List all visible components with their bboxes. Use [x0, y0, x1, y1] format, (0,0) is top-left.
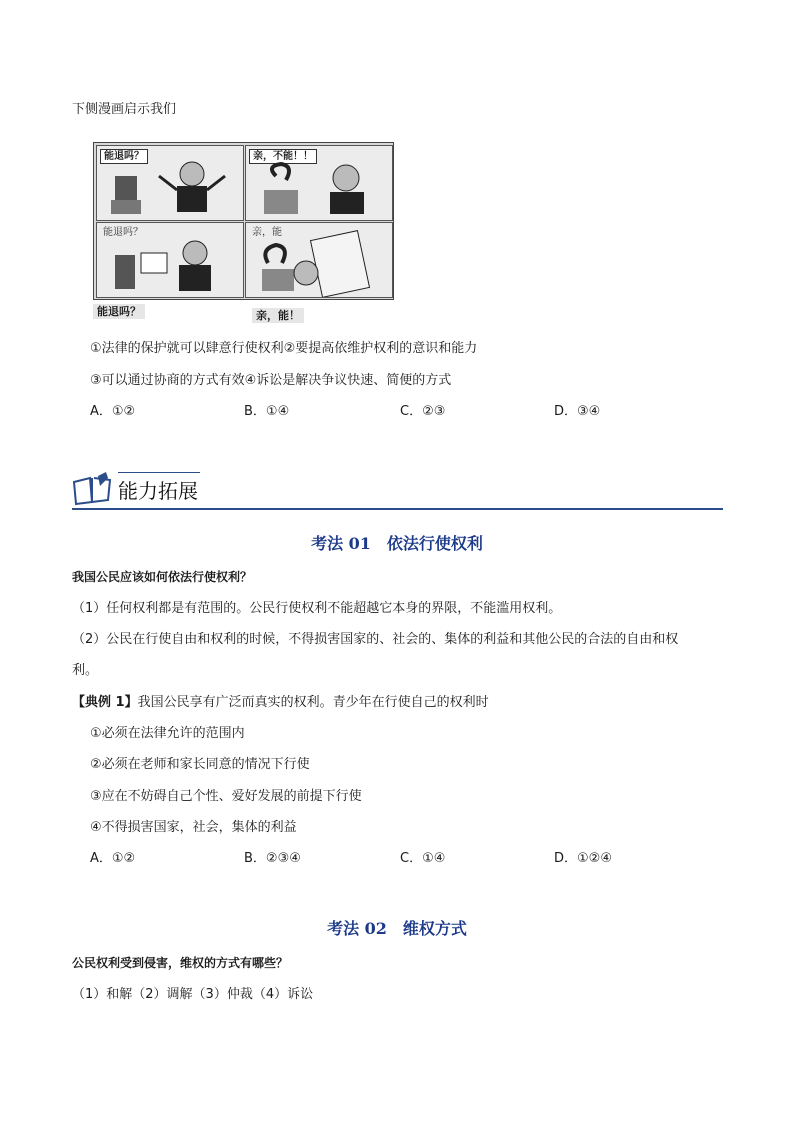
kaofa1-title: 考法 01 依法行使权利 [311, 534, 483, 553]
kaofa2-question: 公民权利受到侵害，维权的方式有哪些？ [72, 956, 289, 970]
example-text: 我国公民享有广泛而真实的权利。青少年在行使自己的权利时 [137, 695, 489, 710]
kaofa2-point-1: （1）和解（2）调解（3）仲裁（4）诉讼 [72, 987, 314, 1002]
q1-statement-2: ③可以通过协商的方式有效④诉讼是解决争议快速、简便的方式 [90, 373, 452, 388]
example-item-1: ①必须在法律允许的范围内 [90, 726, 245, 741]
kaofa2-title: 考法 02 维权方式 [327, 919, 467, 938]
comic-bubble-1: 能退吗？ [100, 149, 148, 164]
example-item-4: ④不得损害国家，社会，集体的利益 [90, 820, 297, 835]
example-option-d[interactable]: D．①②④ [554, 851, 612, 866]
comic-panel-3 [96, 222, 244, 298]
q1-option-c[interactable]: C．②③ [400, 404, 446, 419]
comic-caption-left: 能退吗？ [93, 304, 145, 319]
example-options [90, 850, 650, 868]
book-icon [72, 472, 112, 506]
comic-panel-4 [245, 222, 393, 298]
section-title: 能力拓展 [118, 479, 198, 503]
comic-bubble-4: 亲，能 [252, 227, 282, 238]
kaofa1-point-2: （2）公民在行使自由和权利的时候，不得损害国家的、社会的、集体的利益和其他公民的合法的自由和权 [72, 632, 679, 647]
kaofa1-point-1: （1）任何权利都是有范围的。公民行使权利不能超越它本身的界限，不能滥用权利。 [72, 601, 562, 616]
intro-text: 下侧漫画启示我们 [72, 102, 177, 117]
example-tag: 【典例 1】 [72, 695, 138, 710]
example-option-a[interactable]: A．①② [90, 851, 136, 866]
comic-bubble-2: 亲，不能！！ [249, 149, 317, 164]
q1-option-b[interactable]: B．①④ [244, 404, 290, 419]
example-option-b[interactable]: B．②③④ [244, 851, 301, 866]
example-item-2: ②必须在老师和家长同意的情况下行使 [90, 757, 310, 772]
example-item-3: ③应在不妨碍自己个性、爱好发展的前提下行使 [90, 789, 362, 804]
q1-option-a[interactable]: A．①② [90, 404, 136, 419]
comic-panel-2 [245, 145, 393, 221]
kaofa1-question: 我国公民应该如何依法行使权利？ [72, 570, 253, 584]
section-divider [72, 508, 723, 510]
kaofa1-example [72, 694, 489, 712]
section-top-rule [118, 472, 200, 473]
q1-option-d[interactable]: D．③④ [554, 404, 601, 419]
kaofa1-point-2-cont: 利。 [72, 663, 99, 678]
q1-statement-1: ①法律的保护就可以肆意行使权利②要提高依维护权利的意识和能力 [90, 341, 478, 356]
comic-panel-1 [96, 145, 244, 221]
comic-image [93, 142, 394, 300]
comic-caption-right: 亲，能！ [252, 308, 304, 323]
q1-options [90, 403, 650, 421]
example-option-c[interactable]: C．①④ [400, 851, 446, 866]
comic-bubble-3: 能退吗？ [103, 227, 143, 238]
